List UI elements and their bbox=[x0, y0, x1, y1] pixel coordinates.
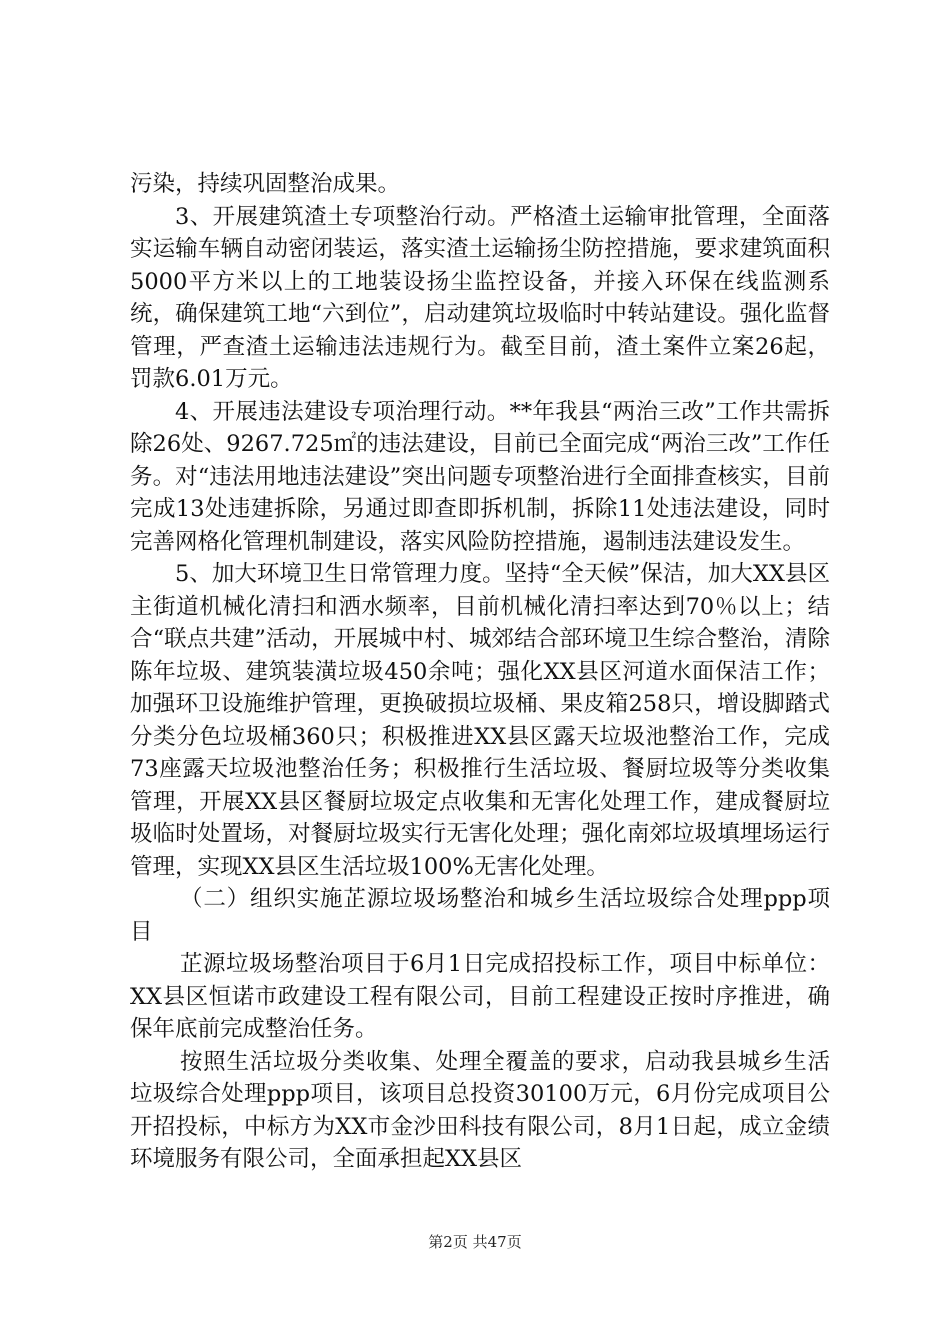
paragraph-landfill-project: 芷源垃圾场整治项目于6月1日完成招投标工作，项目中标单位：XX县区恒诺市政建设工程有限公司，目前工程建设正按时序推进，确保年底前完成整治任务。 bbox=[130, 951, 830, 1042]
paragraph-continuation: 污染，持续巩固整治成果。 bbox=[130, 171, 401, 197]
page-number: 第2页 共47页 bbox=[428, 1233, 522, 1251]
section-heading-2: （二）组织实施芷源垃圾场整治和城乡生活垃圾综合处理ppp项目 bbox=[130, 886, 830, 945]
paragraph-item-5: 5、加大环境卫生日常管理力度。坚持“全天候”保洁，加大XX县区主街道机械化清扫和洒水频率，目前机械化清扫率达到70％以上；结合“联点共建”活动，开展城中村、城郊结合部环境卫生综合整治，清除陈年垃圾、建筑装潢垃圾450余吨；强化XX县区河道水面保洁工作；加强环卫设施维护管理，更换破损垃圾桶、果皮箱258只，增设脚踏式分类分色垃圾桶360只；积极推进XX县区露天垃圾池整治工作，完成73座露天垃圾池整治任务；积极推行生活垃圾、餐厨垃圾等分类收集管理，开展XX县区餐厨垃圾定点收集和无害化处理工作，建成餐厨垃圾临时处置场，对餐厨垃圾实行无害化处理；强化南郊垃圾填埋场运行管理，实现XX县区生活垃圾100%无害化处理。 bbox=[130, 561, 830, 880]
document-body bbox=[130, 168, 830, 1176]
paragraph-item-4: 4、开展违法建设专项治理行动。**年我县“两治三改”工作共需拆除26处、9267.725㎡的违法建设，目前已全面完成“两治三改”工作任务。对“违法用地违法建设”突出问题专项整治进行全面排查核实，目前完成13处违建拆除，另通过即查即拆机制，拆除11处违法建设，同时完善网格化管理机制建设，落实风险防控措施，遏制违法建设发生。 bbox=[130, 398, 830, 555]
paragraph-item-3: 3、开展建筑渣土专项整治行动。严格渣土运输审批管理，全面落实运输车辆自动密闭装运，落实渣土运输扬尘防控措施，要求建筑面积5000平方米以上的工地装设扬尘监控设备，并接入环保在线监测系统，确保建筑工地“六到位”，启动建筑垃圾临时中转站建设。强化监督管理，严查渣土运输违法违规行为。截至目前，渣土案件立案26起，罚款6.01万元。 bbox=[130, 203, 830, 392]
paragraph-ppp-project: 按照生活垃圾分类收集、处理全覆盖的要求，启动我县城乡生活垃圾综合处理ppp项目，该项目总投资30100万元，6月份完成项目公开招投标，中标方为XX市金沙田科技有限公司，8月1日起，成立金绩环境服务有限公司，全面承担起XX县区 bbox=[130, 1048, 830, 1172]
